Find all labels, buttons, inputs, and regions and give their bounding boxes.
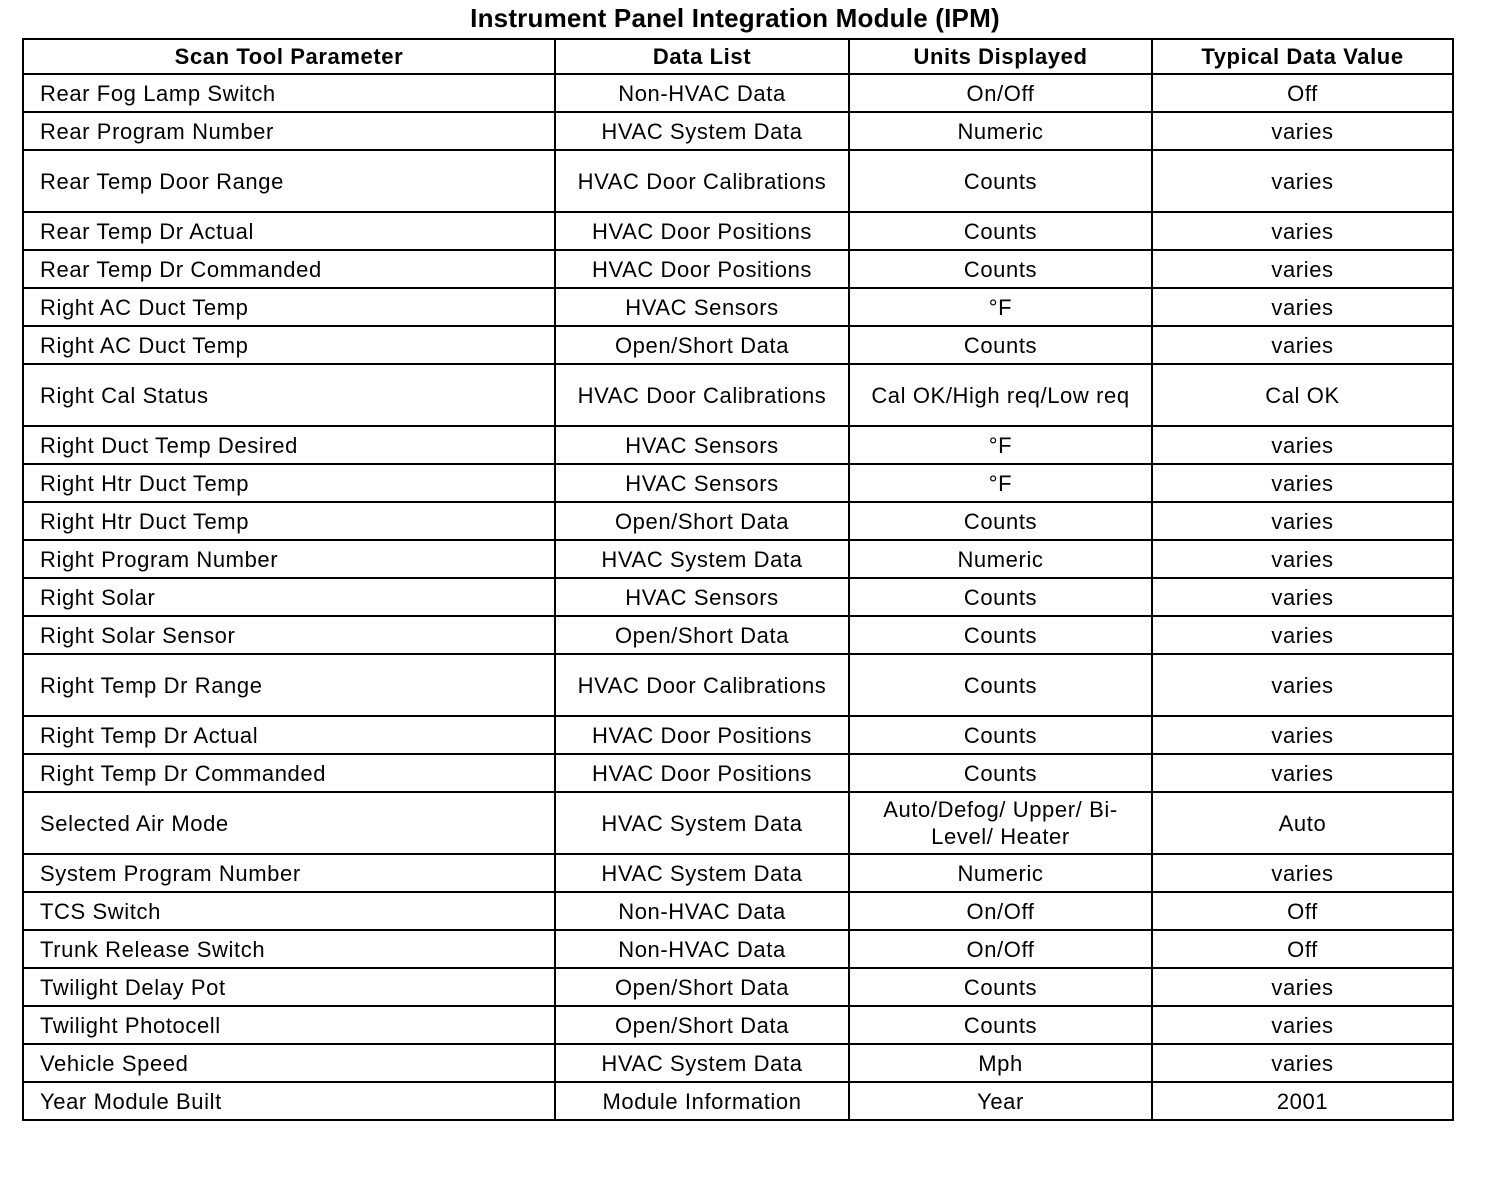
cell-typical-data-value: varies — [1152, 754, 1453, 792]
cell-units-displayed: Counts — [849, 326, 1152, 364]
cell-data-list: HVAC Sensors — [555, 578, 849, 616]
cell-data-list: HVAC System Data — [555, 112, 849, 150]
cell-units-displayed: Numeric — [849, 854, 1152, 892]
cell-scan-tool-parameter: Right Cal Status — [23, 364, 555, 426]
cell-units-displayed: Counts — [849, 716, 1152, 754]
cell-scan-tool-parameter: Right Solar Sensor — [23, 616, 555, 654]
cell-scan-tool-parameter: Twilight Delay Pot — [23, 968, 555, 1006]
cell-data-list: HVAC Door Calibrations — [555, 364, 849, 426]
cell-typical-data-value: Off — [1152, 930, 1453, 968]
cell-scan-tool-parameter: Rear Temp Dr Actual — [23, 212, 555, 250]
cell-units-displayed: Counts — [849, 502, 1152, 540]
table-header-row — [23, 39, 1453, 74]
cell-data-list: HVAC Door Positions — [555, 212, 849, 250]
table-row — [23, 754, 1453, 792]
cell-scan-tool-parameter: Trunk Release Switch — [23, 930, 555, 968]
cell-typical-data-value: Off — [1152, 892, 1453, 930]
table-row — [23, 716, 1453, 754]
cell-data-list: Open/Short Data — [555, 968, 849, 1006]
cell-typical-data-value: varies — [1152, 326, 1453, 364]
cell-typical-data-value: Off — [1152, 74, 1453, 112]
table-row — [23, 792, 1453, 854]
cell-units-displayed: Mph — [849, 1044, 1152, 1082]
cell-scan-tool-parameter: Rear Fog Lamp Switch — [23, 74, 555, 112]
cell-data-list: Non-HVAC Data — [555, 892, 849, 930]
cell-scan-tool-parameter: Right Duct Temp Desired — [23, 426, 555, 464]
cell-data-list: HVAC Sensors — [555, 426, 849, 464]
cell-units-displayed: °F — [849, 288, 1152, 326]
cell-scan-tool-parameter: Year Module Built — [23, 1082, 555, 1120]
table-row — [23, 968, 1453, 1006]
cell-data-list: HVAC Door Calibrations — [555, 654, 849, 716]
parameter-table — [22, 38, 1454, 1121]
cell-scan-tool-parameter: Rear Program Number — [23, 112, 555, 150]
cell-data-list: Module Information — [555, 1082, 849, 1120]
table-row — [23, 250, 1453, 288]
cell-units-displayed: On/Off — [849, 74, 1152, 112]
cell-scan-tool-parameter: Right Temp Dr Range — [23, 654, 555, 716]
cell-scan-tool-parameter: Right Htr Duct Temp — [23, 464, 555, 502]
cell-units-displayed: On/Off — [849, 892, 1152, 930]
cell-typical-data-value: 2001 — [1152, 1082, 1453, 1120]
cell-units-displayed: °F — [849, 426, 1152, 464]
table-row — [23, 616, 1453, 654]
header-typical-data-value: Typical Data Value — [1152, 39, 1453, 74]
cell-scan-tool-parameter: Rear Temp Dr Commanded — [23, 250, 555, 288]
cell-data-list: HVAC System Data — [555, 1044, 849, 1082]
table-row — [23, 854, 1453, 892]
table-row — [23, 288, 1453, 326]
cell-units-displayed: On/Off — [849, 930, 1152, 968]
cell-typical-data-value: varies — [1152, 716, 1453, 754]
cell-typical-data-value: varies — [1152, 288, 1453, 326]
cell-units-displayed: Counts — [849, 654, 1152, 716]
cell-data-list: HVAC Door Calibrations — [555, 150, 849, 212]
cell-scan-tool-parameter: Rear Temp Door Range — [23, 150, 555, 212]
cell-scan-tool-parameter: Vehicle Speed — [23, 1044, 555, 1082]
cell-scan-tool-parameter: Right Solar — [23, 578, 555, 616]
table-row — [23, 540, 1453, 578]
cell-data-list: HVAC Sensors — [555, 464, 849, 502]
cell-typical-data-value: varies — [1152, 212, 1453, 250]
table-row — [23, 1082, 1453, 1120]
cell-typical-data-value: varies — [1152, 854, 1453, 892]
cell-data-list: Non-HVAC Data — [555, 930, 849, 968]
table-body — [23, 74, 1453, 1120]
cell-units-displayed: Counts — [849, 212, 1152, 250]
table-row — [23, 212, 1453, 250]
cell-units-displayed: Auto/Defog/ Upper/ Bi-Level/ Heater — [849, 792, 1152, 854]
cell-typical-data-value: varies — [1152, 464, 1453, 502]
cell-typical-data-value: varies — [1152, 426, 1453, 464]
table-row — [23, 502, 1453, 540]
cell-scan-tool-parameter: Selected Air Mode — [23, 792, 555, 854]
cell-scan-tool-parameter: Right Program Number — [23, 540, 555, 578]
cell-units-displayed: Cal OK/High req/Low req — [849, 364, 1152, 426]
cell-units-displayed: Counts — [849, 968, 1152, 1006]
header-units-displayed: Units Displayed — [849, 39, 1152, 74]
header-data-list: Data List — [555, 39, 849, 74]
cell-data-list: HVAC Door Positions — [555, 716, 849, 754]
cell-units-displayed: Counts — [849, 754, 1152, 792]
table-row — [23, 326, 1453, 364]
cell-data-list: HVAC Door Positions — [555, 754, 849, 792]
cell-typical-data-value: varies — [1152, 654, 1453, 716]
cell-data-list: Non-HVAC Data — [555, 74, 849, 112]
cell-typical-data-value: varies — [1152, 1006, 1453, 1044]
cell-typical-data-value: varies — [1152, 578, 1453, 616]
cell-typical-data-value: varies — [1152, 112, 1453, 150]
cell-typical-data-value: varies — [1152, 150, 1453, 212]
cell-scan-tool-parameter: Right AC Duct Temp — [23, 326, 555, 364]
cell-typical-data-value: varies — [1152, 502, 1453, 540]
cell-units-displayed: Counts — [849, 578, 1152, 616]
cell-data-list: HVAC Door Positions — [555, 250, 849, 288]
cell-scan-tool-parameter: Right Htr Duct Temp — [23, 502, 555, 540]
cell-units-displayed: Year — [849, 1082, 1152, 1120]
cell-scan-tool-parameter: Right AC Duct Temp — [23, 288, 555, 326]
cell-data-list: Open/Short Data — [555, 616, 849, 654]
cell-units-displayed: Counts — [849, 250, 1152, 288]
table-row — [23, 464, 1453, 502]
cell-scan-tool-parameter: Twilight Photocell — [23, 1006, 555, 1044]
cell-units-displayed: Counts — [849, 1006, 1152, 1044]
table-row — [23, 654, 1453, 716]
cell-units-displayed: Numeric — [849, 112, 1152, 150]
cell-scan-tool-parameter: Right Temp Dr Commanded — [23, 754, 555, 792]
table-row — [23, 112, 1453, 150]
cell-units-displayed: °F — [849, 464, 1152, 502]
cell-typical-data-value: varies — [1152, 968, 1453, 1006]
cell-typical-data-value: Auto — [1152, 792, 1453, 854]
cell-typical-data-value: varies — [1152, 616, 1453, 654]
cell-typical-data-value: varies — [1152, 540, 1453, 578]
cell-units-displayed: Numeric — [849, 540, 1152, 578]
cell-typical-data-value: Cal OK — [1152, 364, 1453, 426]
cell-scan-tool-parameter: Right Temp Dr Actual — [23, 716, 555, 754]
cell-scan-tool-parameter: System Program Number — [23, 854, 555, 892]
header-scan-tool-parameter: Scan Tool Parameter — [23, 39, 555, 74]
table-row — [23, 930, 1453, 968]
table-row — [23, 426, 1453, 464]
table-row — [23, 1006, 1453, 1044]
table-row — [23, 150, 1453, 212]
cell-typical-data-value: varies — [1152, 1044, 1453, 1082]
cell-data-list: HVAC System Data — [555, 540, 849, 578]
cell-units-displayed: Counts — [849, 150, 1152, 212]
cell-data-list: Open/Short Data — [555, 326, 849, 364]
table-row — [23, 892, 1453, 930]
cell-data-list: HVAC Sensors — [555, 288, 849, 326]
cell-data-list: HVAC System Data — [555, 792, 849, 854]
cell-data-list: Open/Short Data — [555, 502, 849, 540]
cell-typical-data-value: varies — [1152, 250, 1453, 288]
table-row — [23, 74, 1453, 112]
cell-data-list: Open/Short Data — [555, 1006, 849, 1044]
table-row — [23, 1044, 1453, 1082]
cell-data-list: HVAC System Data — [555, 854, 849, 892]
cell-scan-tool-parameter: TCS Switch — [23, 892, 555, 930]
cell-units-displayed: Counts — [849, 616, 1152, 654]
table-row — [23, 364, 1453, 426]
document-title: Instrument Panel Integration Module (IPM) — [470, 3, 1000, 33]
table-row — [23, 578, 1453, 616]
